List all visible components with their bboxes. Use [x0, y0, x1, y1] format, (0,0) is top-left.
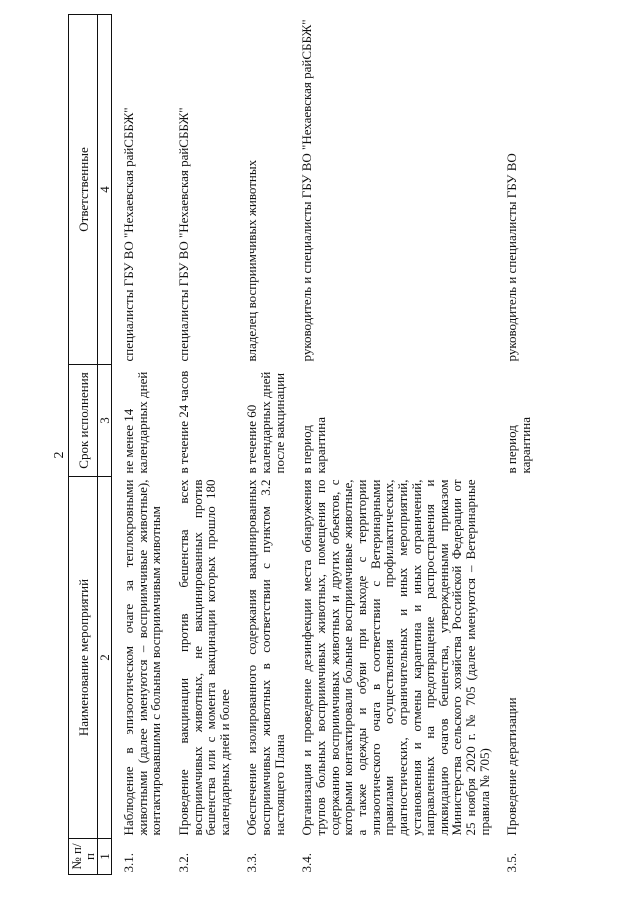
row-number: 3.5.	[504, 853, 520, 873]
row-measure: Проведение дератизации	[504, 697, 520, 836]
table-row	[231, 15, 286, 875]
column-number-2: 2	[98, 477, 112, 839]
header-name: Наименование мероприятий	[69, 477, 98, 839]
row-number: 3.1.	[121, 853, 136, 873]
measures-table	[68, 14, 537, 875]
table-row	[491, 15, 536, 875]
row-responsible: руководитель и специалисты ГБУ ВО	[504, 153, 520, 362]
row-term: в период карантина	[504, 417, 534, 474]
row-measure: Наблюдение в эпизоотическом очаге за теплокровными животными (далее именуются – восприимчивые животные), контактировавшими с больным восприимчивым животным	[121, 479, 164, 836]
row-measure: Обеспечение изолированного содержания вакцинированных восприимчивых животных в соответствии с пунктом 3.2 настоящего Плана	[244, 479, 287, 836]
row-measure: Организация и проведение дезинфекции места обнаружения трупов больных восприимчивых животных, помещения по содержанию восприимчивых животных и других объектов, с которыми контактировали больные восприимчивые животные, а также одежды и обуви при выходе с территории эпизоотического очага в соответствии с Ветеринарными правилами осуществления профилактических, диагностических, ограничительных и иных мероприятий, установления и отмены карантина и иных ограничений, направленных на предотвращение распространения и ликвидацию очагов бешенства, утвержденными приказом Министерства сельского хозяйства Российской Федерации от 25 ноября 2020 г. № 705 (далее именуются – Ветеринарные правила № 705)	[299, 479, 492, 836]
row-responsible: руководитель и специалисты ГБУ ВО "Нехаевская райСББЖ"	[299, 19, 315, 362]
header-number: № п/п	[69, 839, 98, 875]
header-responsible: Ответственные	[69, 15, 98, 365]
row-term: в течение 24 часов	[175, 370, 191, 474]
column-number-4: 4	[98, 15, 112, 365]
row-responsible: специалисты ГБУ ВО "Нехаевская райСББЖ"	[121, 107, 136, 362]
table-row	[163, 15, 232, 875]
table-row	[112, 15, 163, 875]
column-number-3: 3	[98, 365, 112, 477]
page-number: 2	[52, 451, 67, 459]
row-term: не менее 14 календарных дней	[121, 371, 150, 474]
table-row	[286, 15, 491, 875]
row-term: в период карантина	[299, 417, 329, 474]
row-term: в течение 60 календарных дней после вакцинации	[244, 371, 287, 474]
column-numbers-row	[98, 15, 112, 875]
row-number: 3.3.	[244, 853, 260, 873]
row-number: 3.4.	[299, 853, 315, 873]
row-responsible: владелец восприимчивых животных	[244, 159, 260, 362]
header-term: Срок исполнения	[69, 365, 98, 477]
header-row	[69, 15, 98, 875]
column-number-1: 1	[98, 839, 112, 875]
row-number: 3.2.	[175, 853, 191, 873]
row-measure: Проведение вакцинации против бешенства всех восприимчивых животных, не вакцинированных против бешенства или с момента вакцинации которых прошло 180 календарных дней и более	[175, 479, 232, 836]
row-responsible: специалисты ГБУ ВО "Нехаевская райСББЖ"	[175, 107, 191, 362]
